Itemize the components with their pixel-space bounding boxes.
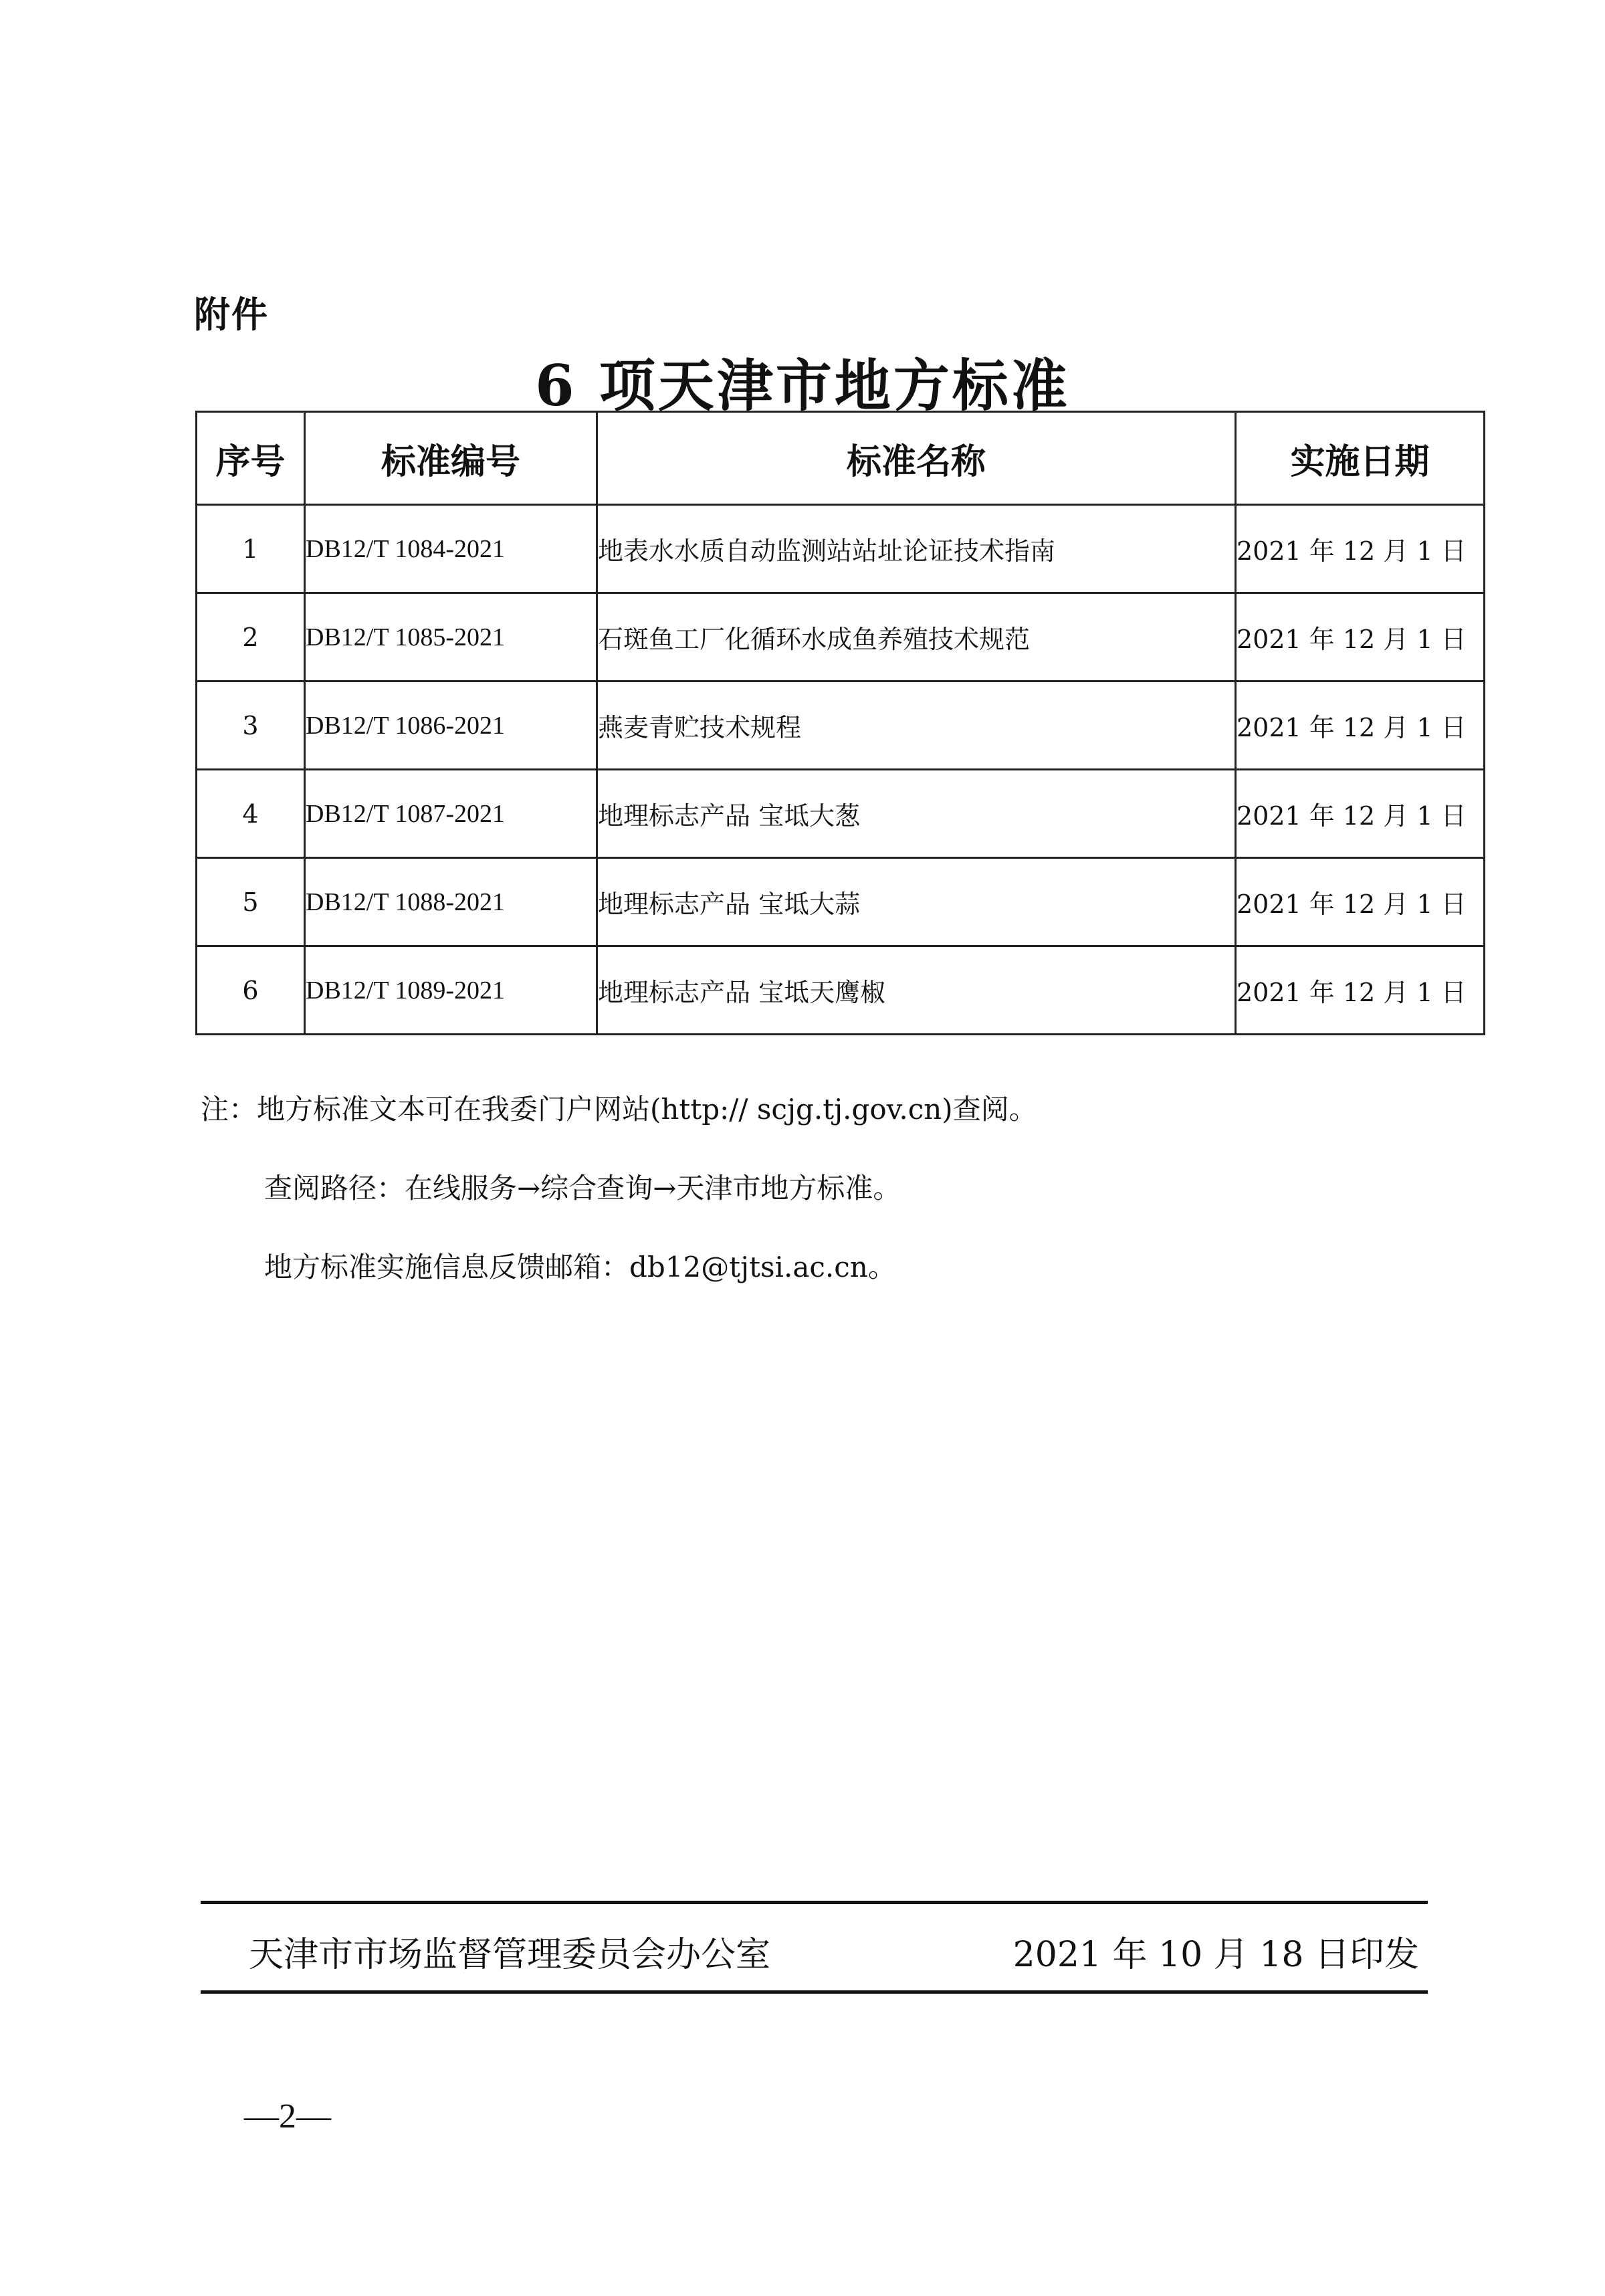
table-row [197,505,1485,593]
row-no: 4 [197,770,305,858]
row-date: 2021 年 12 月 1 日 [1236,682,1485,770]
page-number: —2— [244,2097,331,2135]
document-title: 6 项天津市地方标准 [535,352,1070,419]
row-date: 2021 年 12 月 1 日 [1236,946,1485,1035]
row-no: 6 [197,946,305,1035]
row-code: DB12/T 1084-2021 [305,505,597,593]
note-email: 地方标准实施信息反馈邮箱：db12@tjtsi.ac.cn。 [264,1251,896,1283]
row-no: 5 [197,858,305,946]
row-name: 地理标志产品 宝坻天鹰椒 [597,946,1236,1035]
row-date: 2021 年 12 月 1 日 [1236,858,1485,946]
standards-table [195,411,1485,1035]
notes-block [201,1070,1037,1307]
attachment-label: 附件 [194,294,269,336]
row-code: DB12/T 1086-2021 [305,682,597,770]
table-header-row [197,412,1485,505]
row-date: 2021 年 12 月 1 日 [1236,770,1485,858]
row-name: 地理标志产品 宝坻大蒜 [597,858,1236,946]
table-row [197,593,1485,682]
row-date: 2021 年 12 月 1 日 [1236,505,1485,593]
table-row [197,946,1485,1035]
row-name: 燕麦青贮技术规程 [597,682,1236,770]
row-date: 2021 年 12 月 1 日 [1236,593,1485,682]
row-no: 2 [197,593,305,682]
table-row [197,682,1485,770]
issue-date: 2021 年 10 月 18 日印发 [1012,1935,1419,1975]
header-name: 标准名称 [597,412,1236,505]
row-name: 石斑鱼工厂化循环水成鱼养殖技术规范 [597,593,1236,682]
table-row [197,770,1485,858]
note-path: 查阅路径：在线服务→综合查询→天津市地方标准。 [264,1172,901,1205]
row-no: 1 [197,505,305,593]
row-code: DB12/T 1085-2021 [305,593,597,682]
row-code: DB12/T 1087-2021 [305,770,597,858]
row-name: 地表水水质自动监测站站址论证技术指南 [597,505,1236,593]
row-no: 3 [197,682,305,770]
footer-top-rule [201,1901,1428,1904]
table-row [197,858,1485,946]
header-date: 实施日期 [1236,412,1485,505]
row-name: 地理标志产品 宝坻大葱 [597,770,1236,858]
footer-bottom-rule [201,1990,1428,1994]
issuing-office: 天津市市场监督管理委员会办公室 [249,1935,771,1975]
note-website: 注：地方标准文本可在我委门户网站(http:// scjg.tj.gov.cn)查阅。 [201,1093,1037,1126]
header-no: 序号 [197,412,305,505]
row-code: DB12/T 1088-2021 [305,858,597,946]
row-code: DB12/T 1089-2021 [305,946,597,1035]
header-code: 标准编号 [305,412,597,505]
